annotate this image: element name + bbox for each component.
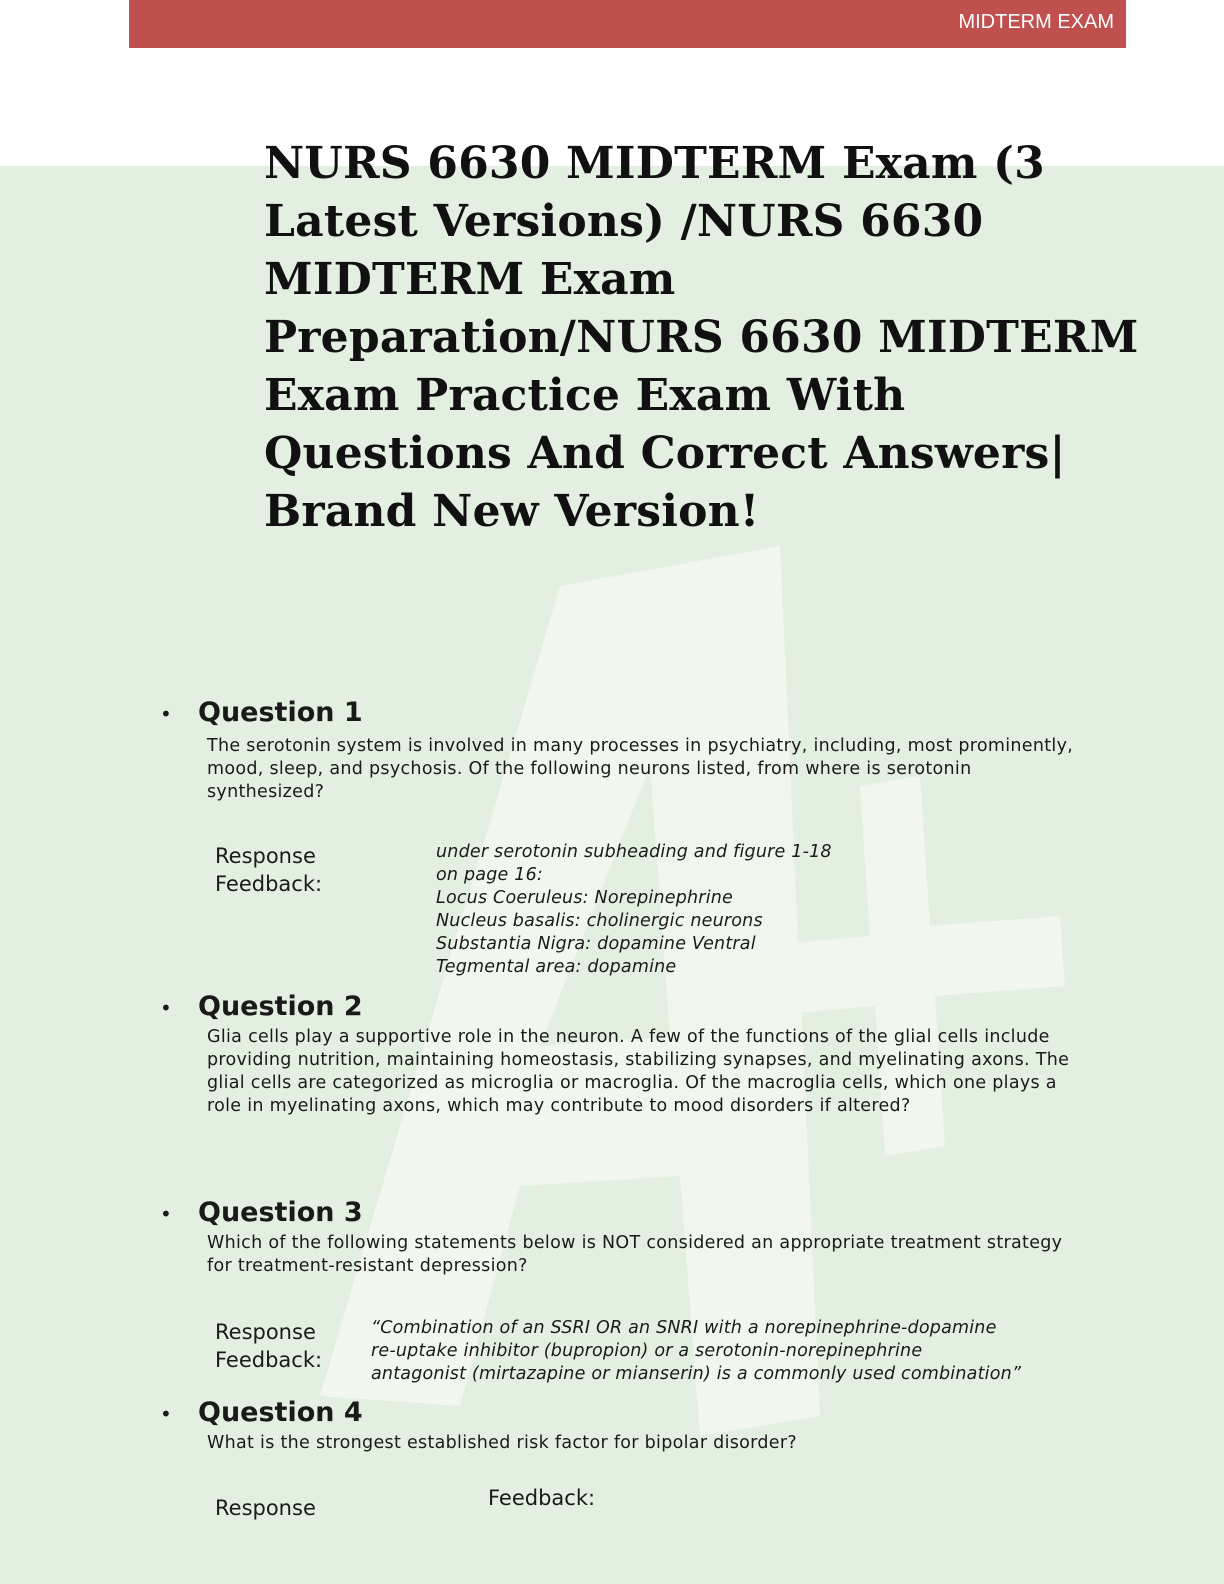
bullet: • [160,996,172,1020]
feedback-line: Locus Coeruleus: Norepinephrine [436,888,734,908]
feedback-line: “Combination of an SSRI OR an SNRI with a norepinephrine-dopamine [371,1318,997,1338]
feedback-label: Feedback: [488,1486,596,1510]
header-label: MIDTERM EXAM [958,11,1114,33]
question-text: What is the strongest established risk factor for bipolar disorder? [207,1433,797,1453]
question-4 [160,1397,1080,1455]
question-text: Which of the following statements below is NOT considered an appropriate treatment strategy for treatment-resistant depression? [207,1233,1063,1276]
question-text: Glia cells play a supportive role in the neuron. A few of the functions of the glial cells include providing nutrition, maintaining homeostasis, stabilizing synapses, and myelinating axons. The glial cells are categorized as microglia or macroglia. Of the macroglia cells, which one plays a role in myelinating axons, which may contribute to mood disorders if altered? [207,1027,1070,1116]
response-label: Response [215,1496,316,1520]
feedback-line: Substantia Nigra: dopamine Ventral [436,934,756,954]
feedback-line: Nucleus basalis: cholinergic neurons [436,911,763,931]
document-title: NURS 6630 MIDTERM Exam (3 Latest Versions) /NURS 6630 MIDTERM Exam Preparation/NURS 6630 MIDTERM Exam Practice Exam With Questions And Correct Answers| Brand New Version! [264,138,1139,537]
question-2 [160,991,1080,1118]
response-label: Response Feedback: [215,844,323,896]
response-feedback [371,1317,1021,1386]
header-bar [129,0,1126,48]
bullet: • [160,1202,172,1226]
question-label: Question 2 [198,991,363,1022]
feedback-line: antagonist (mirtazapine or mianserin) is a commonly used combination” [371,1364,1022,1384]
question-label: Question 4 [198,1397,363,1428]
question-3 [160,1197,1080,1278]
feedback-line: re-uptake inhibitor (bupropion) or a serotonin-norepinephrine [371,1341,923,1361]
response-feedback [436,841,832,979]
feedback-line: under serotonin subheading and figure 1-18 [436,842,832,862]
question-text: The serotonin system is involved in many processes in psychiatry, including, most prominently, mood, sleep, and psychosis. Of the following neurons listed, from where is serotonin synthesized? [207,736,1074,802]
question-label: Question 1 [198,697,363,728]
feedback-line: on page 16: [436,865,543,885]
response-label: Response Feedback: [215,1320,323,1372]
question-label: Question 3 [198,1197,363,1228]
bullet: • [160,702,172,726]
bullet: • [160,1402,172,1426]
question-1 [160,697,1080,804]
feedback-line: Tegmental area: dopamine [436,957,677,977]
